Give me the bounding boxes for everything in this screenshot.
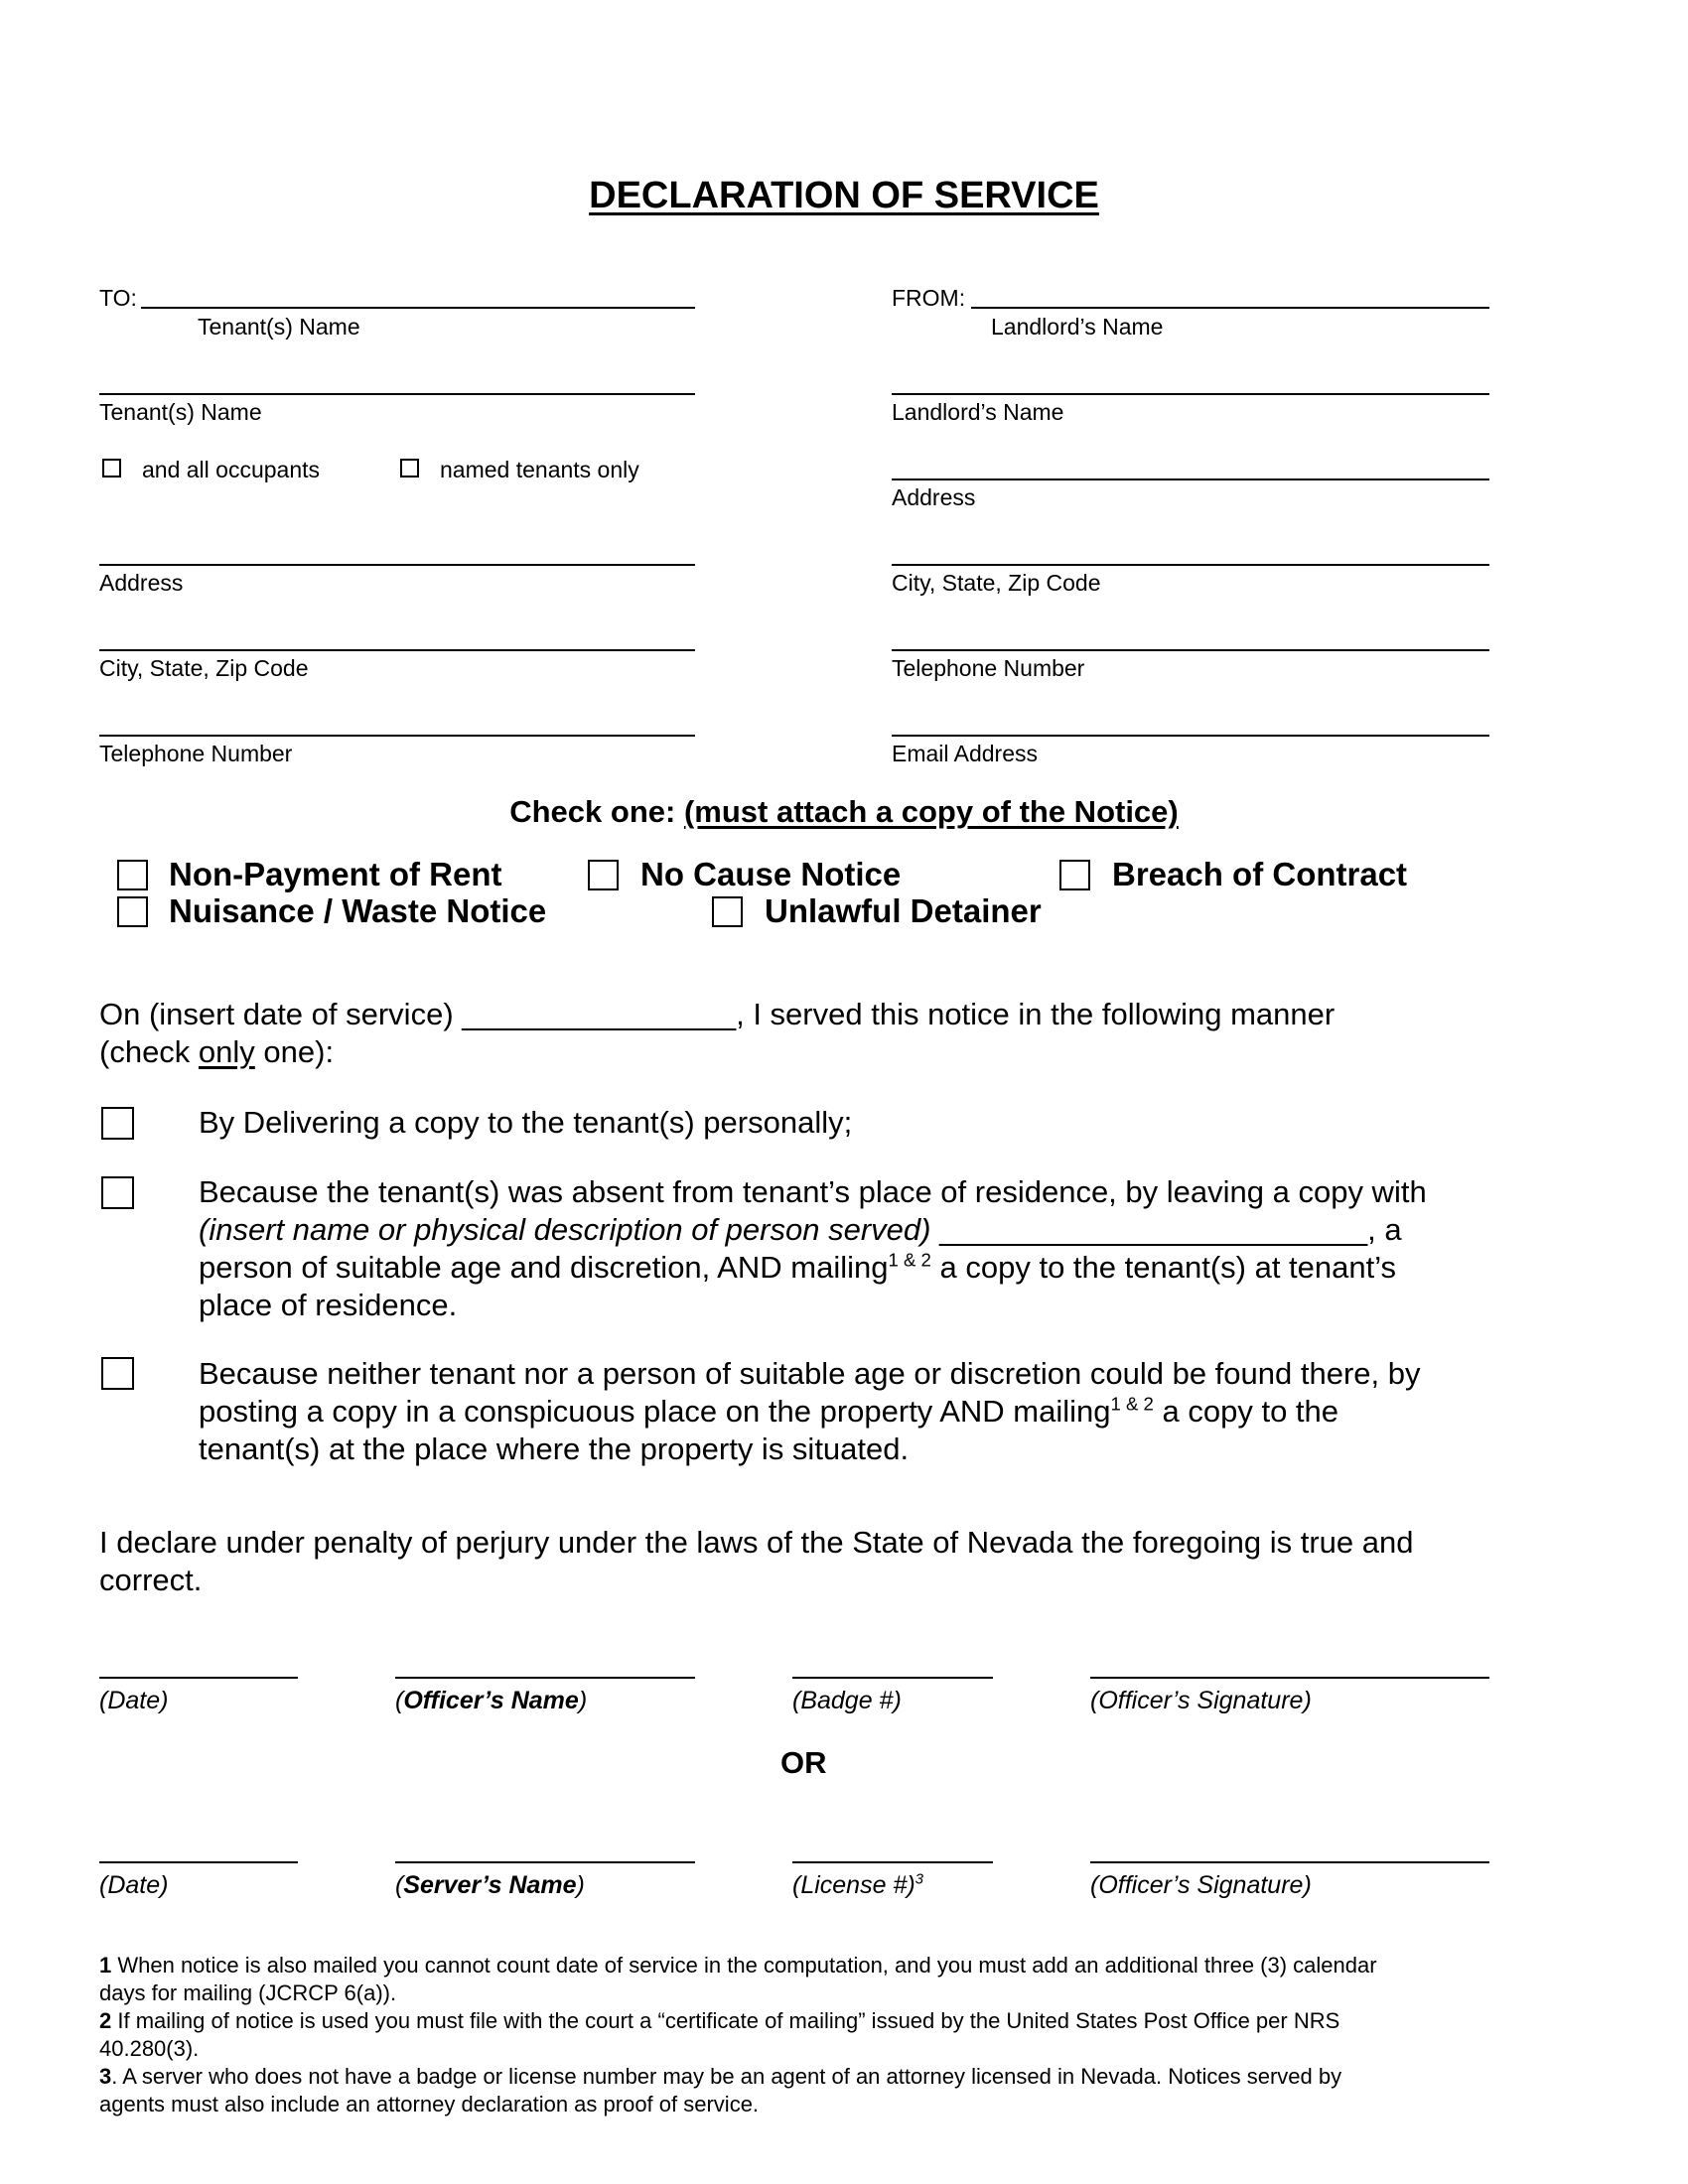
license-caption: (License #)$^3$ xyxy=(792,1870,924,1899)
from-label: FROM: xyxy=(892,285,966,311)
deliver-personally-text: By Delivering a copy to the tenant(s) personally; xyxy=(199,1105,853,1140)
to-label: TO: xyxy=(99,285,137,311)
non-payment-checkbox[interactable] xyxy=(117,860,148,890)
all-occupants-checkbox[interactable] xyxy=(102,459,121,478)
landlord-address-field[interactable] xyxy=(892,478,1489,480)
or-divider: OR xyxy=(780,1745,827,1780)
tenant-address-field[interactable] xyxy=(99,564,695,566)
officer-signature-field[interactable] xyxy=(1090,1677,1489,1679)
landlord-name-caption-2: Landlord’s Name xyxy=(892,399,1064,425)
landlord-city-caption: City, State, Zip Code xyxy=(892,570,1101,596)
tenant-name-field-2[interactable] xyxy=(99,393,695,395)
unlawful-detainer-checkbox[interactable] xyxy=(712,896,743,927)
landlord-name-caption-1: Landlord’s Name xyxy=(991,314,1164,340)
landlord-phone-caption: Telephone Number xyxy=(892,655,1085,681)
tenant-name-caption-2: Tenant(s) Name xyxy=(99,399,262,425)
landlord-email-caption: Email Address xyxy=(892,741,1039,766)
tenant-name-caption-1: Tenant(s) Name xyxy=(198,314,360,340)
landlord-name-field-1[interactable] xyxy=(971,307,1489,309)
tenant-address-caption: Address xyxy=(99,570,184,596)
all-occupants-label: and all occupants xyxy=(142,457,321,482)
officer-date-caption: (Date) xyxy=(99,1687,169,1714)
nuisance-checkbox[interactable] xyxy=(117,896,148,927)
server-date-field[interactable] xyxy=(99,1861,298,1863)
non-payment-label: Non-Payment of Rent xyxy=(169,856,502,892)
leave-copy-checkbox[interactable] xyxy=(101,1176,134,1209)
nuisance-label: Nuisance / Waste Notice xyxy=(169,892,547,929)
server-name-caption: (Server’s Name) xyxy=(395,1871,585,1899)
named-tenants-checkbox[interactable] xyxy=(400,459,419,478)
landlord-name-field-2[interactable] xyxy=(892,393,1489,395)
tenant-phone-caption: Telephone Number xyxy=(99,741,293,766)
leave-copy-line-4: place of residence. xyxy=(199,1288,458,1322)
service-date-blank[interactable]: ________________ xyxy=(462,997,737,1031)
landlord-phone-field[interactable] xyxy=(892,649,1489,651)
service-date-line: On (insert date of service) ________________, I served this notice in the following manner xyxy=(99,997,1336,1031)
badge-number-field[interactable] xyxy=(792,1677,993,1679)
posting-line-3: tenant(s) at the place where the property is situated. xyxy=(199,1432,910,1466)
footnote-1: 1 When notice is also mailed you cannot count date of service in the computation, and you must add an additional three (3) calendar days for mailing (JCRCP 6(a)). 2 If mailing of notice is used you must file with the court a “certificate of mailing” issued by the United States Post Office per NRS 40.280(3). 3. A server who does not have a badge or license number may be an agent of an attorney licensed in Nevada. Notices served by agents must also include an attorney declaration as proof of service. xyxy=(99,1953,1377,2116)
breach-checkbox[interactable] xyxy=(1059,860,1090,890)
tenant-name-field-1[interactable] xyxy=(141,307,695,309)
landlord-email-field[interactable] xyxy=(892,735,1489,737)
page-title: DECLARATION OF SERVICE xyxy=(589,175,1099,216)
license-number-field[interactable] xyxy=(792,1861,993,1863)
posting-checkbox[interactable] xyxy=(101,1357,134,1390)
officer-date-field[interactable] xyxy=(99,1677,298,1679)
officer-signature-caption: (Officer’s Signature) xyxy=(1090,1687,1312,1714)
officer-name-caption: (Officer’s Name) xyxy=(395,1687,588,1714)
tenant-city-caption: City, State, Zip Code xyxy=(99,655,309,681)
named-tenants-label: named tenants only xyxy=(440,457,639,482)
breach-label: Breach of Contract xyxy=(1112,856,1408,892)
badge-caption: (Badge #) xyxy=(792,1687,902,1714)
server-signature-field[interactable] xyxy=(1090,1861,1489,1863)
server-signature-caption: (Officer’s Signature) xyxy=(1090,1871,1312,1899)
no-cause-checkbox[interactable] xyxy=(588,860,619,890)
leave-copy-line-2: (insert name or physical description of person served) _________________________, a xyxy=(199,1212,1402,1247)
service-check-line: (check only one): xyxy=(99,1034,335,1069)
landlord-address-caption: Address xyxy=(892,484,976,510)
no-cause-label: No Cause Notice xyxy=(640,856,902,892)
posting-line-1: Because neither tenant nor a person of suitable age or discretion could be found there, by xyxy=(199,1356,1421,1391)
leave-copy-line-3: person of suitable age and discretion, AND mailing$^{1 \& 2}$ a copy to the tenant(s) at tenant’s xyxy=(199,1249,1397,1285)
check-one-heading: Check one: (must attach a copy of the Notice) xyxy=(509,794,1179,829)
declaration-line-2: correct. xyxy=(99,1563,203,1597)
person-served-blank[interactable]: _________________________ xyxy=(930,1212,1368,1247)
declaration-line-1: I declare under penalty of perjury under the laws of the State of Nevada the foregoing is true and xyxy=(99,1525,1414,1560)
officer-name-field[interactable] xyxy=(395,1677,695,1679)
unlawful-detainer-label: Unlawful Detainer xyxy=(765,892,1042,929)
posting-line-2: posting a copy in a conspicuous place on the property AND mailing$^{1 \& 2}$ a copy to the xyxy=(199,1393,1339,1429)
server-date-caption: (Date) xyxy=(99,1871,169,1899)
server-name-field[interactable] xyxy=(395,1861,695,1863)
landlord-city-field[interactable] xyxy=(892,564,1489,566)
tenant-city-field[interactable] xyxy=(99,649,695,651)
leave-copy-line-1: Because the tenant(s) was absent from tenant’s place of residence, by leaving a copy with xyxy=(199,1174,1427,1209)
deliver-personally-checkbox[interactable] xyxy=(101,1107,134,1140)
tenant-phone-field[interactable] xyxy=(99,735,695,737)
